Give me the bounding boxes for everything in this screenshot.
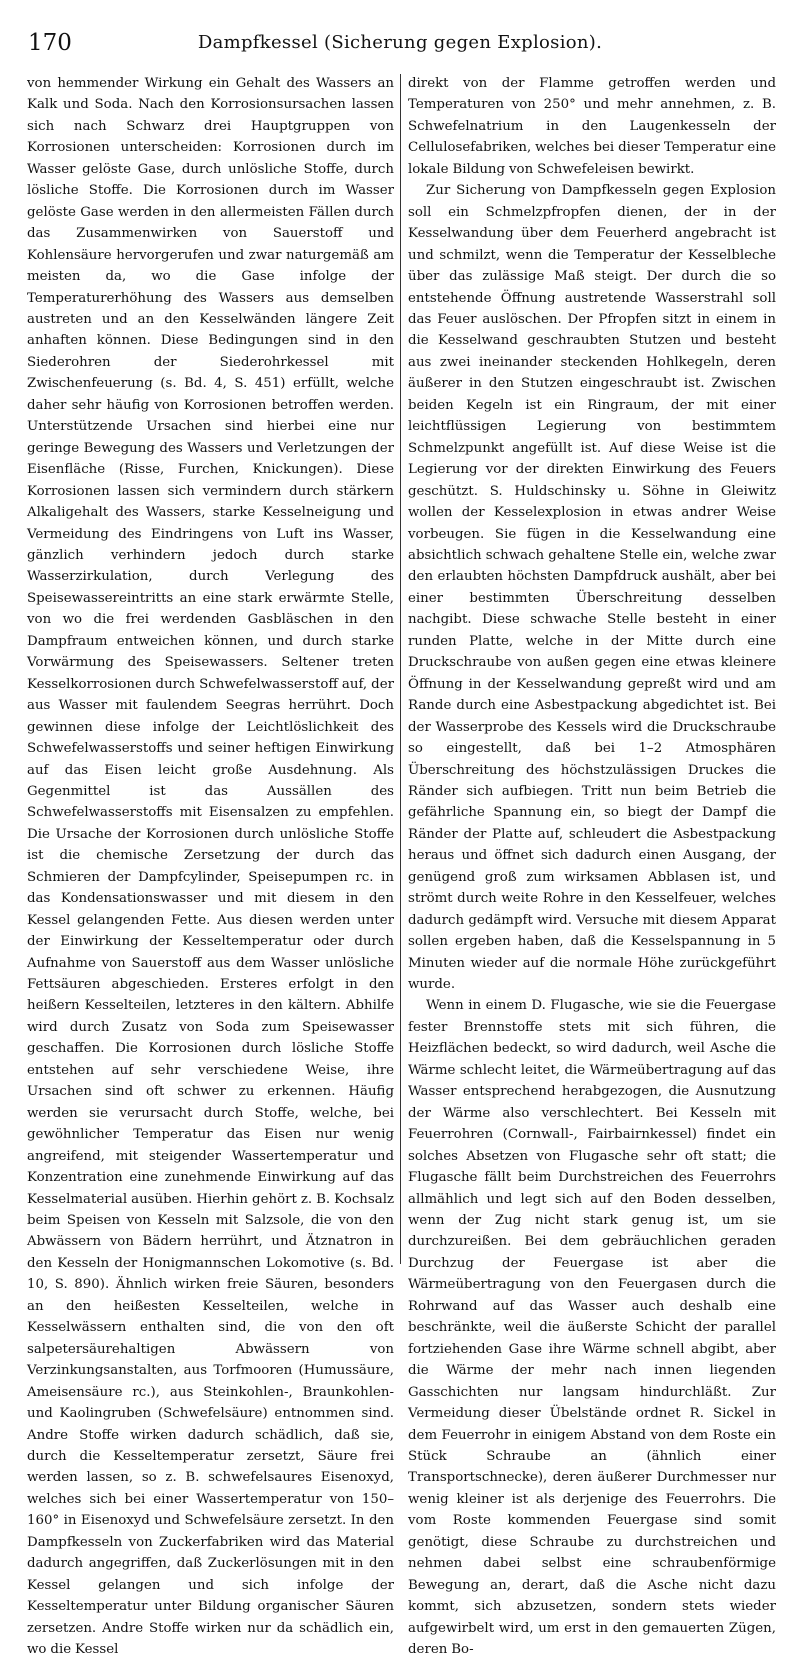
page-header bbox=[28, 30, 772, 62]
running-title: Dampfkessel (Sicherung gegen Explosion). bbox=[197, 32, 603, 53]
left-column bbox=[27, 73, 394, 1658]
right-paragraph-3: Wenn in einem D. Flugasche, wie sie die Feuergase fester Brennstoffe stets mit sich führen, die Heizflächen bedeckt, so wird dadurch, weil Asche die Wärme schlecht leitet, die Wärmeübertragung auf das Wasser entsprechend herabgezogen, die Ausnutzung der Wärme also verschlechtert. Bei Kesseln mit Feuerrohren (Cornwall-, Fairbairnkessel) findet ein solches Absetzen von Flugasche sehr oft statt; die Flugasche fällt beim Durchstreichen des Feuerrohrs allmählich und legt sich auf den Boden desselben, wenn der Zug nicht stark genug ist, um sie durchzureißen. Bei dem gebräuchlichen geraden Durchzug der Feuergase ist aber die Wärmeübertragung von den Feuergasen durch die Rohrwand auf das Wasser auch deshalb eine beschränkte, weil die äußerste Schicht der parallel fortziehenden Gase ihre Wärme schnell abgibt, aber die Wärme der mehr nach innen liegenden Gasschichten nur langsam hindurchläßt. Zur Vermeidung dieser Übelstände ordnet R. Sickel in dem Feuerrohr in einigem Abstand von dem Roste ein Stück Schraube an (ähnlich einer Transportschnecke), deren äußerer Durchmesser nur wenig kleiner ist als derjenige des Feuerrohrs. Die vom Roste kommenden Feuergase sind somit genötigt, diese Schraube zu durchstreichen und nehmen dabei selbst eine schraubenförmige Bewegung an, derart, daß die Asche nicht dazu kommt, sich abzusetzen, sondern stets wieder aufgewirbelt wird, um erst in den gemauerten Zügen, deren Bo- bbox=[408, 998, 776, 1658]
right-paragraph-1: direkt von der Flamme getroffen werden und Temperaturen von 250° und mehr annehmen, z. B. Schwefelnatrium in den Laugenkesseln der Cellulosefabriken, welches bei dieser Temperatur eine lokale Bildung von Schwefeleisen bewirkt. bbox=[408, 76, 777, 177]
left-paragraph-1: von hemmender Wirkung ein Gehalt des Wassers an Kalk und Soda. Nach den Korrosionsursachen lassen sich nach Schwarz drei Hauptgruppen von Korrosionen unterscheiden: Korrosionen durch im Wasser gelöste Gase, durch unlösliche Stoffe, durch lösliche Stoffe. Die Korrosionen durch im Wasser gelöste Gase werden in den allermeisten Fällen durch das Zusammenwirken von Sauerstoff und Kohlensäure hervorgerufen und zwar naturgemäß am meisten da, wo die Gase infolge der Temperaturerhöhung des Wassers aus demselben austreten und an den Kesselwänden längere Zeit anhaften können. Diese Bedingungen sind in den Siederohren der Siederohrkessel mit Zwischenfeuerung (s. Bd. 4, S. 451) erfüllt, welche daher sehr häufig von Korrosionen betroffen werden. Unterstützende Ursachen sind hierbei eine nur geringe Bewegung des Wassers und Verletzungen der Eisenfläche (Risse, Furchen, Knickungen). Diese Korrosionen lassen sich vermindern durch stärkern Alkaligehalt des Wassers, starke Kesselneigung und Vermeidung des Eindringens von Luft ins Wasser, gänzlich verhindern jedoch durch starke Wasserzirkulation, durch Verlegung des Speisewassereintritts an eine stark erwärmte Stelle, von wo die frei werdenden Gasbläschen in den Dampfraum entweichen können, und durch starke Vorwärmung des Speisewassers. Seltener treten Kesselkorrosionen durch Schwefelwasserstoff auf, der aus Wasser mit faulendem Seegras herrührt. Doch gewinnen diese infolge der Leichtlöslichkeit des Schwefelwasserstoffs und seiner heftigen Einwirkung auf das Eisen leicht große Ausdehnung. Als Gegenmittel ist das Aussällen des Schwefelwasserstoffs mit Eisensalzen zu empfehlen. Die Ursache der Korrosionen durch unlösliche Stoffe ist die chemische Zersetzung der durch das Schmieren der Dampfcylinder, Speisepumpen rc. in das Kondensationswasser und mit diesem in den Kessel gelangenden Fette. Aus diesen werden unter der Einwirkung der Kesseltemperatur oder durch Aufnahme von Sauerstoff aus dem Wasser unlösliche Fettsäuren abgeschieden. Ersteres erfolgt in den heißern Kesselteilen, letzteres in den kältern. Abhilfe wird durch Zusatz von Soda zum Speisewasser geschaffen. Die Korrosionen durch lösliche Stoffe entstehen auf sehr verschiedene Weise, ihre Ursachen sind oft schwer zu erkennen. Häufig werden sie verursacht durch Stoffe, welche, bei gewöhnlicher Temperatur das Eisen nur wenig angreifend, mit steigender Wassertemperatur und Konzentration eine zunehmende Einwirkung auf das Kesselmaterial ausüben. Hierhin gehört z. B. Kochsalz beim Speisen von Kesseln mit Salzsole, die von den Abwässern von Bädern herrührt, und Ätznatron in den Kesseln der Honigmannschen Lokomotive (s. Bd. 10, S. 890). Ähnlich wirken freie Säuren, besonders an den heißesten Kesselteilen, welche in Kesselwässern enthalten sind, die von den oft salpetersäurehaltigen Abwässern von Verzinkungsanstalten, aus Torfmooren (Humussäure, Ameisensäure rc.), aus Steinkohlen-, Braunkohlen- und Kaolingruben (Schwefelsäure) entnommen sind. Andre Stoffe wirken dadurch schädlich, daß sie, durch die Kesseltemperatur zersetzt, Säure frei werden lassen, so z. B. schwefelsaures Eisenoxyd, welches sich bei einer Wassertemperatur von 150–160° in Eisenoxyd und Schwefelsäure zersetzt. In den Dampfkesseln von Zuckerfabriken wird das Material dadurch angegriffen, daß Zuckerlösungen mit in den Kessel gelangen und sich infolge der Kesseltemperatur unter Bildung organischer Säuren zersetzen. Andre Stoffe wirken nur da schädlich ein, wo die Kessel bbox=[27, 76, 394, 1658]
page-number: 170 bbox=[28, 30, 72, 56]
right-column bbox=[408, 73, 777, 1658]
column-divider bbox=[400, 74, 401, 1264]
right-paragraph-2: Zur Sicherung von Dampfkesseln gegen Explosion soll ein Schmelzpfropfen dienen, der in der Kesselwandung über dem Feuerherd angebracht ist und schmilzt, wenn die Temperatur der Kesselbleche über das zulässige Maß steigt. Der durch die so entstehende Öffnung austretende Wasserstrahl soll das Feuer auslöschen. Der Pfropfen sitzt in einem in die Kesselwand geschraubten Stutzen und besteht aus zwei ineinander steckenden Hohlkegeln, deren äußerer in den Stutzen eingeschraubt ist. Zwischen beiden Kegeln ist ein Ringraum, der mit einer leichtflüssigen Legierung von bestimmtem Schmelzpunkt angefüllt ist. Auf diese Weise ist die Legierung vor der direkten Einwirkung des Feuers geschützt. S. Huldschinsky u. Söhne in Gleiwitz wollen der Kesselexplosion in etwas andrer Weise vorbeugen. Sie fügen in die Kesselwandung eine absichtlich schwach gehaltene Stelle ein, welche zwar den erlaubten höchsten Dampfdruck aushält, aber bei einer bestimmten Überschreitung desselben nachgibt. Diese schwache Stelle besteht in einer runden Platte, welche in der Mitte durch eine Druckschraube von außen gegen eine etwas kleinere Öffnung in der Kesselwandung gepreßt wird und am Rande durch eine Asbestpackung abgedichtet ist. Bei der Wasserprobe des Kessels wird die Druckschraube so eingestellt, daß bei 1–2 Atmosphären Überschreitung des höchstzulässigen Druckes die Ränder sich aufbiegen. Tritt nun beim Betrieb die gefährliche Spannung ein, so biegt der Dampf die Ränder der Platte auf, schleudert die Asbestpackung heraus und öffnet sich dadurch einen Ausgang, der genügend groß zum wirksamen Abblasen ist, und strömt durch weite Rohre in den Kesselfeuer, welches dadurch gedämpft wird. Versuche mit diesem Apparat sollen ergeben haben, daß die Kesselspannung in 5 Minuten wieder auf die normale Höhe zurückgeführt wurde. bbox=[408, 183, 776, 993]
